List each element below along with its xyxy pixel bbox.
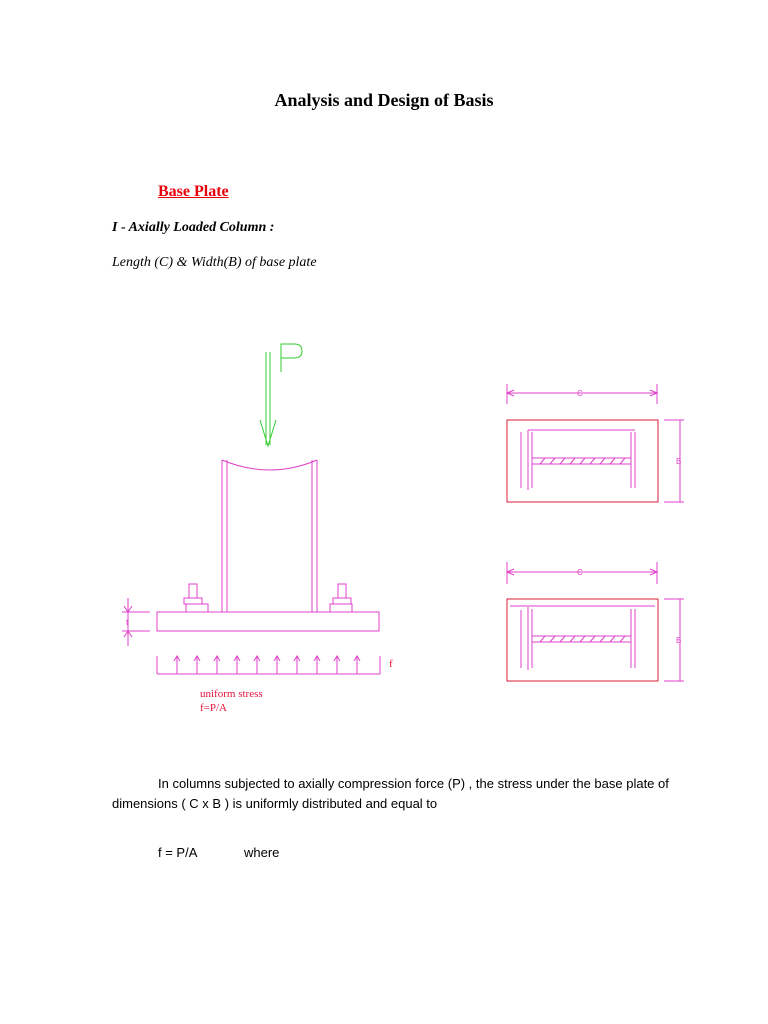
stress-note-line1: uniform stress	[200, 688, 263, 700]
stress-symbol-f: f	[389, 658, 393, 670]
load-arrow	[260, 352, 276, 446]
plan2-width-label: B	[676, 636, 682, 645]
formula: f = P/A	[158, 845, 198, 860]
plan1-length-label: C	[577, 389, 583, 398]
plan-view-1	[507, 384, 684, 502]
stress-note-line2: f=P/A	[200, 702, 227, 714]
section-heading: I - Axially Loaded Column :	[112, 220, 275, 235]
plan-view-2	[507, 562, 684, 681]
body-paragraph: In columns subjected to axially compression force (P) , the stress under the base plate of dimensions ( C x B ) is uniformly distributed and equal to	[112, 776, 669, 811]
page-title: Analysis and Design of Basis	[274, 90, 494, 110]
anchor-bolt-right	[330, 584, 352, 612]
load-label-p	[281, 344, 302, 372]
anchor-bolt-left	[184, 584, 208, 612]
base-plate-section	[157, 612, 379, 631]
diagram-caption: Length (C) & Width(B) of base plate	[112, 255, 317, 270]
stress-arrows	[157, 656, 380, 674]
subheading-base-plate: Base Plate	[158, 183, 229, 200]
plan2-length-label: C	[577, 568, 583, 577]
column	[222, 460, 317, 612]
thickness-label: t	[126, 618, 129, 627]
plan1-width-label: B	[676, 457, 682, 466]
formula-where: where	[244, 845, 280, 860]
